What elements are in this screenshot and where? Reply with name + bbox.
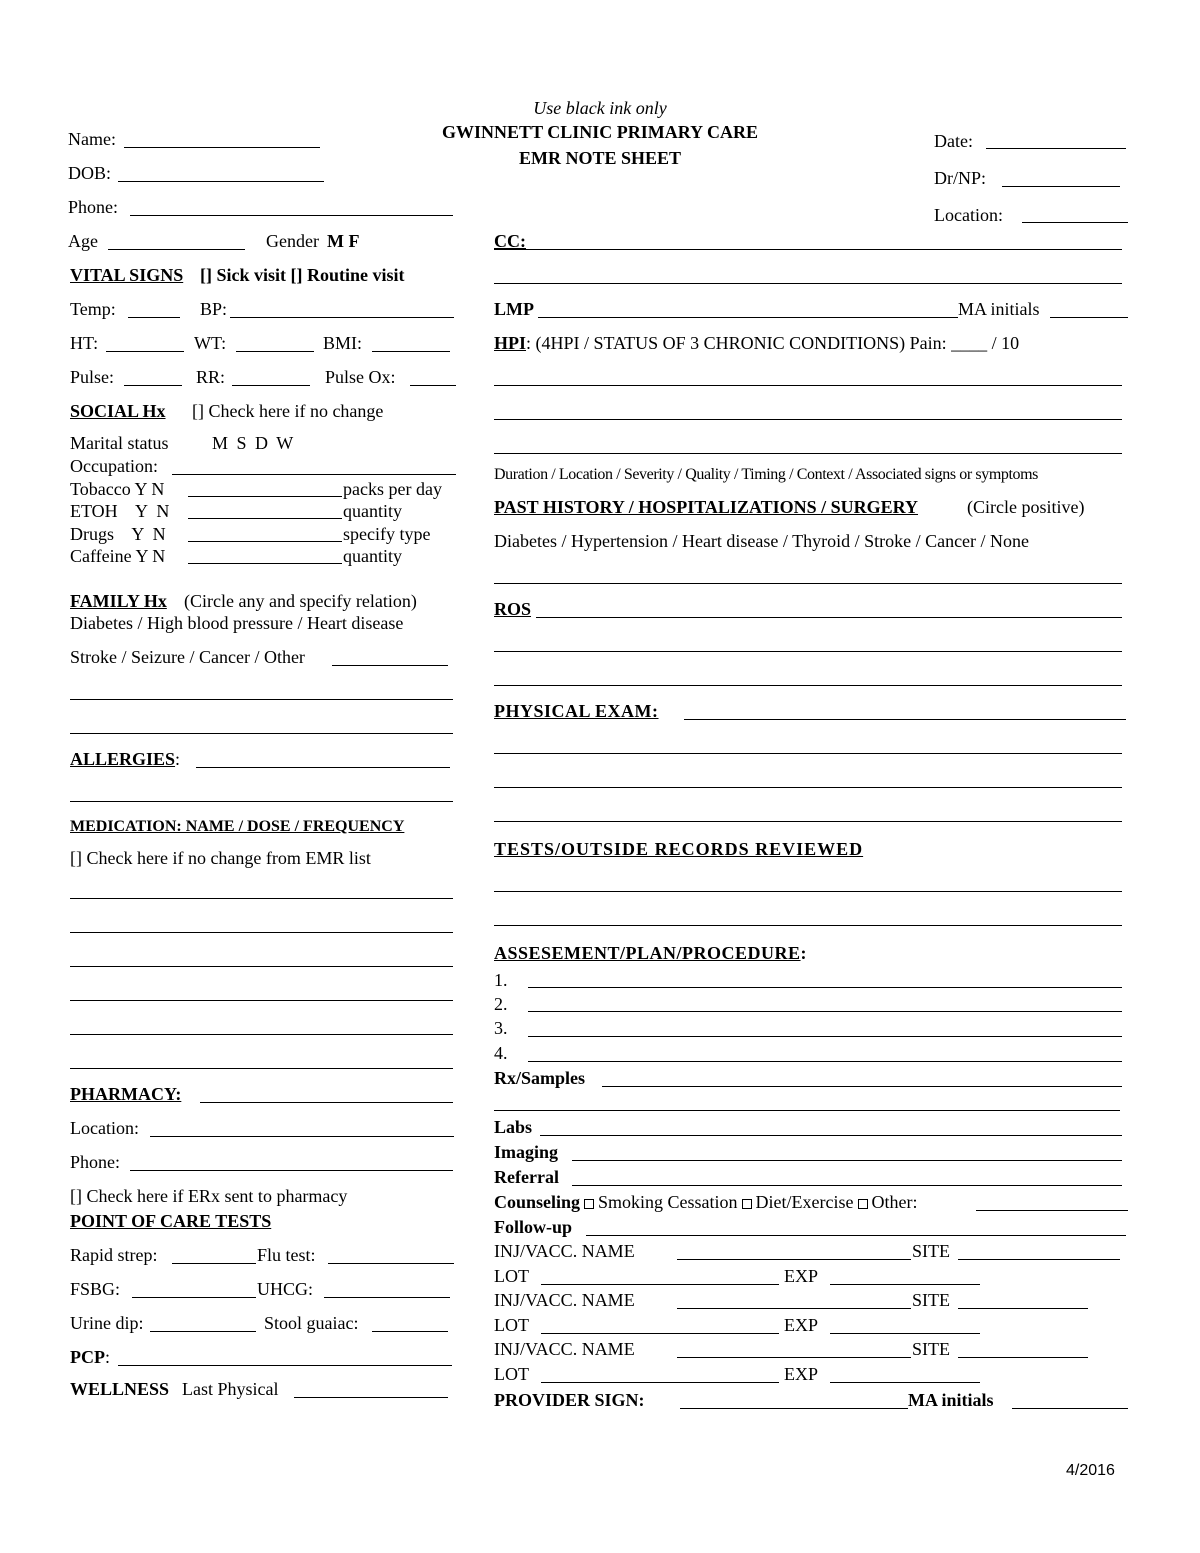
drnp-field[interactable] xyxy=(1002,186,1120,187)
inj-site-field[interactable] xyxy=(958,1308,1088,1309)
medication-line[interactable] xyxy=(70,1000,453,1001)
dob-field[interactable] xyxy=(118,181,324,182)
allergies-field-2[interactable] xyxy=(70,801,453,802)
assessment-item-field[interactable] xyxy=(528,1036,1122,1037)
tests-line[interactable] xyxy=(494,891,1122,892)
drugs-unit: specify type xyxy=(343,524,431,544)
counseling-smoking: Smoking Cessation xyxy=(598,1192,738,1212)
lot-field[interactable] xyxy=(541,1333,779,1334)
ma-initials-label: MA initials xyxy=(958,299,1040,319)
age-label: Age xyxy=(68,231,98,251)
medication-line[interactable] xyxy=(70,966,453,967)
hpi-line[interactable] xyxy=(494,453,1122,454)
family-other-field[interactable] xyxy=(332,665,448,666)
medication-line[interactable] xyxy=(70,932,453,933)
stool-field[interactable] xyxy=(372,1331,448,1332)
pharmacy-location-label: Location: xyxy=(70,1118,139,1138)
inj-name-field[interactable] xyxy=(677,1259,911,1260)
circle-positive: (Circle positive) xyxy=(967,497,1085,517)
assessment-heading: ASSESEMENT/PLAN/PROCEDURE xyxy=(494,943,801,963)
wt-label: WT: xyxy=(194,333,227,353)
name-field[interactable] xyxy=(124,147,320,148)
rr-label: RR: xyxy=(196,367,226,387)
counseling-label: Counseling xyxy=(494,1192,581,1212)
hpi-line[interactable] xyxy=(494,419,1122,420)
allergies-heading: ALLERGIES xyxy=(70,749,176,769)
assessment-item-4: 4. xyxy=(494,1043,508,1063)
urine-field[interactable] xyxy=(150,1331,256,1332)
tests-heading: TESTS/OUTSIDE RECORDS REVIEWED xyxy=(494,839,864,859)
temp-field[interactable] xyxy=(128,317,180,318)
assessment-item-field[interactable] xyxy=(528,987,1122,988)
age-field[interactable] xyxy=(108,249,245,250)
pharmacy-field[interactable] xyxy=(200,1102,453,1103)
etoh-label: ETOH Y N xyxy=(70,501,170,521)
cc-field[interactable] xyxy=(494,249,1122,250)
tobacco-field[interactable] xyxy=(188,496,342,497)
erx-check[interactable]: [] Check here if ERx sent to pharmacy xyxy=(70,1186,348,1206)
lot-label: LOT xyxy=(494,1315,529,1335)
drnp-label: Dr/NP: xyxy=(934,168,987,188)
family-line1[interactable]: Diabetes / High blood pressure / Heart disease xyxy=(70,613,404,633)
stool-label: Stool guaiac: xyxy=(264,1313,359,1333)
pcp-colon: : xyxy=(105,1347,111,1367)
medication-line[interactable] xyxy=(70,898,453,899)
lot-label: LOT xyxy=(494,1266,529,1286)
hpi-heading: HPI xyxy=(494,333,527,353)
pulse-ox-label: Pulse Ox: xyxy=(325,367,396,387)
bmi-label: BMI: xyxy=(323,333,363,353)
visit-types[interactable]: [] Sick visit [] Routine visit xyxy=(200,265,405,285)
hpi-label xyxy=(494,333,1019,353)
pharmacy-phone-label: Phone: xyxy=(70,1152,121,1172)
assessment-colon: : xyxy=(800,943,808,963)
family-instruction: (Circle any and specify relation) xyxy=(184,591,417,611)
family-heading: FAMILY Hx xyxy=(70,591,167,611)
exp-field[interactable] xyxy=(830,1333,980,1334)
allergies-field[interactable] xyxy=(196,767,450,768)
followup-label: Follow-up xyxy=(494,1217,573,1237)
checkbox-icon[interactable] xyxy=(858,1199,868,1209)
wt-field[interactable] xyxy=(236,351,314,352)
lot-label: LOT xyxy=(494,1364,529,1384)
pulse-field[interactable] xyxy=(124,385,182,386)
ros-line[interactable] xyxy=(494,685,1122,686)
assessment-label xyxy=(494,943,807,963)
family-line-field[interactable] xyxy=(70,699,453,700)
inj-name-field[interactable] xyxy=(677,1308,911,1309)
last-physical-field[interactable] xyxy=(294,1397,448,1398)
urine-label: Urine dip: xyxy=(70,1313,144,1333)
physical-exam-heading: PHYSICAL EXAM: xyxy=(494,701,659,721)
lmp-field[interactable] xyxy=(538,317,958,318)
assessment-item-2: 2. xyxy=(494,994,508,1014)
marital-options[interactable]: M S D W xyxy=(212,433,294,453)
ma-initials-bold-field[interactable] xyxy=(1012,1408,1128,1409)
cc-heading: CC: xyxy=(494,231,526,251)
phone-label: Phone: xyxy=(68,197,119,217)
drugs-field[interactable] xyxy=(188,541,342,542)
hpi-line[interactable] xyxy=(494,385,1122,386)
gender-label: Gender xyxy=(266,231,319,251)
past-history-line[interactable] xyxy=(494,583,1122,584)
inj-name-label: INJ/VACC. NAME xyxy=(494,1290,635,1310)
uhcg-field[interactable] xyxy=(324,1297,450,1298)
rx-field-2[interactable] xyxy=(494,1110,1120,1111)
medication-line[interactable] xyxy=(70,1034,453,1035)
tobacco-label: Tobacco Y N xyxy=(70,479,165,499)
pcp-field[interactable] xyxy=(118,1365,452,1366)
bp-field[interactable] xyxy=(230,317,454,318)
medication-no-change[interactable]: [] Check here if no change from EMR list xyxy=(70,848,371,868)
bmi-field[interactable] xyxy=(372,351,450,352)
hpi-hint: Duration / Location / Severity / Quality / Timing / Context / Associated signs or symptoms xyxy=(494,466,1038,483)
lot-field[interactable] xyxy=(541,1284,779,1285)
ht-label: HT: xyxy=(70,333,99,353)
ink-note: Use black ink only xyxy=(533,98,667,118)
counseling-other: Other: xyxy=(871,1192,918,1212)
ros-field[interactable] xyxy=(536,617,1122,618)
family-line-field[interactable] xyxy=(70,733,453,734)
social-no-change[interactable]: [] Check here if no change xyxy=(192,401,384,421)
lmp-label: LMP xyxy=(494,299,534,319)
exp-label: EXP xyxy=(784,1266,819,1286)
inj-site-label: SITE xyxy=(912,1241,950,1261)
inj-name-label: INJ/VACC. NAME xyxy=(494,1241,635,1261)
rapid-strep-field[interactable] xyxy=(172,1263,256,1264)
inj-site-field[interactable] xyxy=(958,1259,1120,1260)
counseling-diet: Diet/Exercise xyxy=(755,1192,854,1212)
assessment-item-1: 1. xyxy=(494,970,508,990)
pharmacy-phone-field[interactable] xyxy=(130,1170,453,1171)
family-line2[interactable]: Stroke / Seizure / Cancer / Other xyxy=(70,647,305,667)
assessment-item-field[interactable] xyxy=(528,1011,1122,1012)
fsbg-label: FSBG: xyxy=(70,1279,121,1299)
occupation-field[interactable] xyxy=(172,474,456,475)
dob-label: DOB: xyxy=(68,163,112,183)
social-heading: SOCIAL Hx xyxy=(70,401,166,421)
caffeine-label: Caffeine Y N xyxy=(70,546,166,566)
medication-heading: MEDICATION: NAME / DOSE / FREQUENCY xyxy=(70,818,405,835)
ma-initials-bold-label: MA initials xyxy=(908,1390,994,1410)
inj-site-label: SITE xyxy=(912,1290,950,1310)
fsbg-field[interactable] xyxy=(132,1297,256,1298)
inj-site-label: SITE xyxy=(912,1339,950,1359)
rx-label: Rx/Samples xyxy=(494,1068,586,1088)
caffeine-field[interactable] xyxy=(188,563,342,564)
labs-label: Labs xyxy=(494,1117,533,1137)
counseling-row xyxy=(494,1192,918,1212)
physical-exam-line[interactable] xyxy=(494,787,1122,788)
physical-exam-line[interactable] xyxy=(494,821,1122,822)
imaging-field[interactable] xyxy=(572,1160,1122,1161)
poc-heading: POINT OF CARE TESTS xyxy=(70,1211,272,1231)
medication-line[interactable] xyxy=(70,1068,453,1069)
provider-sign-field[interactable] xyxy=(680,1408,908,1409)
past-history-heading: PAST HISTORY / HOSPITALIZATIONS / SURGERY xyxy=(494,497,919,517)
form-version: 4/2016 xyxy=(1066,1462,1115,1479)
flu-label: Flu test: xyxy=(257,1245,316,1265)
pharmacy-location-field[interactable] xyxy=(150,1136,454,1137)
lot-field[interactable] xyxy=(541,1382,779,1383)
rx-field[interactable] xyxy=(602,1086,1122,1087)
imaging-label: Imaging xyxy=(494,1142,559,1162)
exp-field[interactable] xyxy=(830,1382,980,1383)
pcp-label xyxy=(70,1347,110,1367)
date-label: Date: xyxy=(934,131,973,151)
exp-label: EXP xyxy=(784,1315,819,1335)
phone-field[interactable] xyxy=(130,215,453,216)
name-label: Name: xyxy=(68,129,116,149)
rr-field[interactable] xyxy=(232,385,310,386)
caffeine-unit: quantity xyxy=(343,546,402,566)
form-title: GWINNETT CLINIC PRIMARY CARE xyxy=(442,122,758,142)
ma-initials-field[interactable] xyxy=(1050,317,1128,318)
location-field[interactable] xyxy=(1022,222,1128,223)
counseling-other-field[interactable] xyxy=(976,1210,1128,1211)
inj-site-field[interactable] xyxy=(958,1357,1088,1358)
checkbox-icon[interactable] xyxy=(742,1199,752,1209)
date-field[interactable] xyxy=(986,148,1126,149)
last-physical-label: Last Physical xyxy=(182,1379,279,1399)
assessment-item-3: 3. xyxy=(494,1018,508,1038)
tests-line[interactable] xyxy=(494,925,1122,926)
gender-options[interactable]: M F xyxy=(327,231,360,251)
hpi-instruction: : (4HPI / STATUS OF 3 CHRONIC CONDITIONS) Pain: ____ / 10 xyxy=(526,333,1020,353)
physical-exam-field[interactable] xyxy=(684,719,1126,720)
ht-field[interactable] xyxy=(106,351,184,352)
pcp-heading: PCP xyxy=(70,1347,105,1367)
allergies-label xyxy=(70,749,180,769)
followup-field[interactable] xyxy=(586,1235,1126,1236)
checkbox-icon[interactable] xyxy=(584,1199,594,1209)
provider-sign-label: PROVIDER SIGN: xyxy=(494,1390,645,1410)
past-history-list[interactable]: Diabetes / Hypertension / Heart disease / Thyroid / Stroke / Cancer / None xyxy=(494,531,1030,551)
inj-name-label: INJ/VACC. NAME xyxy=(494,1339,635,1359)
etoh-field[interactable] xyxy=(188,518,342,519)
referral-field[interactable] xyxy=(572,1185,1122,1186)
drugs-label: Drugs Y N xyxy=(70,524,166,544)
labs-field[interactable] xyxy=(540,1135,1122,1136)
cc-field-2[interactable] xyxy=(494,283,1122,284)
tobacco-unit: packs per day xyxy=(343,479,442,499)
pharmacy-heading: PHARMACY: xyxy=(70,1084,182,1104)
rapid-strep-label: Rapid strep: xyxy=(70,1245,158,1265)
allergies-colon: : xyxy=(175,749,181,769)
pulse-label: Pulse: xyxy=(70,367,115,387)
ros-line[interactable] xyxy=(494,651,1122,652)
location-label: Location: xyxy=(934,205,1003,225)
etoh-unit: quantity xyxy=(343,501,402,521)
uhcg-label: UHCG: xyxy=(257,1279,314,1299)
inj-name-field[interactable] xyxy=(677,1357,911,1358)
physical-exam-line[interactable] xyxy=(494,753,1122,754)
marital-label: Marital status xyxy=(70,433,169,453)
flu-field[interactable] xyxy=(328,1263,454,1264)
referral-label: Referral xyxy=(494,1167,559,1187)
wellness-heading: WELLNESS xyxy=(70,1379,170,1399)
form-subtitle: EMR NOTE SHEET xyxy=(518,148,682,168)
exp-label: EXP xyxy=(784,1364,819,1384)
occupation-label: Occupation: xyxy=(70,456,158,476)
ros-heading: ROS xyxy=(494,599,532,619)
vitals-heading: VITAL SIGNS xyxy=(70,265,184,285)
bp-label: BP: xyxy=(200,299,228,319)
assessment-item-field[interactable] xyxy=(528,1061,1122,1062)
temp-label: Temp: xyxy=(70,299,116,319)
exp-field[interactable] xyxy=(830,1284,980,1285)
pulse-ox-field[interactable] xyxy=(410,385,456,386)
